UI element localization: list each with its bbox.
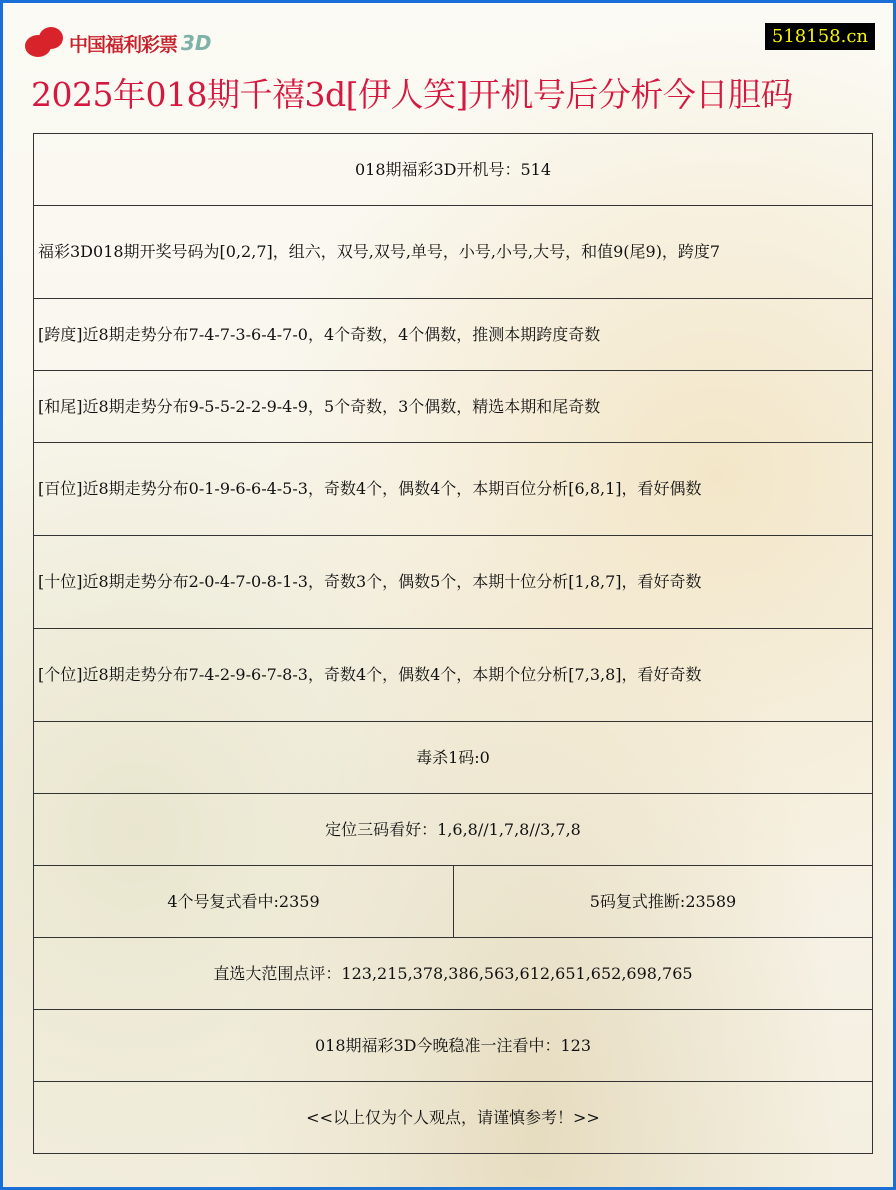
units-trend: [个位]近8期走势分布7-4-2-9-6-7-8-3，奇数4个，偶数4个，本期个位分析[7,3,8]，看好奇数 [34,629,873,722]
lottery-logo [21,23,212,63]
disclaimer: <<以上仅为个人观点，请谨慎参考！>> [34,1082,873,1154]
site-badge[interactable]: 518158.cn [765,23,875,50]
page-title: 2025年018期千禧3d[伊人笑]开机号后分析今日胆码 [31,75,793,114]
opening-number: 018期福彩3D开机号：514 [34,134,873,206]
logo-icon [21,23,65,63]
single-pick: 018期福彩3D今晚稳准一注看中：123 [34,1010,873,1082]
kill-number: 毒杀1码:0 [34,722,873,794]
sum-tail-trend: [和尾]近8期走势分布9-5-5-2-2-9-4-9，5个奇数，3个偶数，精选本期和尾奇数 [34,371,873,443]
five-number-combo: 5码复式推断:23589 [454,866,873,938]
position-picks: 定位三码看好：1,6,8//1,7,8//3,7,8 [34,794,873,866]
span-trend: [跨度]近8期走势分布7-4-7-3-6-4-7-0，4个奇数，4个偶数，推测本期跨度奇数 [34,299,873,371]
hundreds-trend: [百位]近8期走势分布0-1-9-6-6-4-5-3，奇数4个，偶数4个，本期百位分析[6,8,1]，看好偶数 [34,443,873,536]
four-number-combo: 4个号复式看中:2359 [34,866,454,938]
analysis-table [33,133,873,1154]
tens-trend: [十位]近8期走势分布2-0-4-7-0-8-1-3，奇数3个，偶数5个，本期十位分析[1,8,7]，看好奇数 [34,536,873,629]
logo-text: 中国福利彩票 [69,33,178,56]
direct-picks: 直选大范围点评：123,215,378,386,563,612,651,652,698,765 [34,938,873,1010]
logo-3d: 3D [181,31,212,55]
draw-result: 福彩3D018期开奖号码为[0,2,7]，组六，双号,双号,单号，小号,小号,大号，和值9(尾9)，跨度7 [34,206,873,299]
